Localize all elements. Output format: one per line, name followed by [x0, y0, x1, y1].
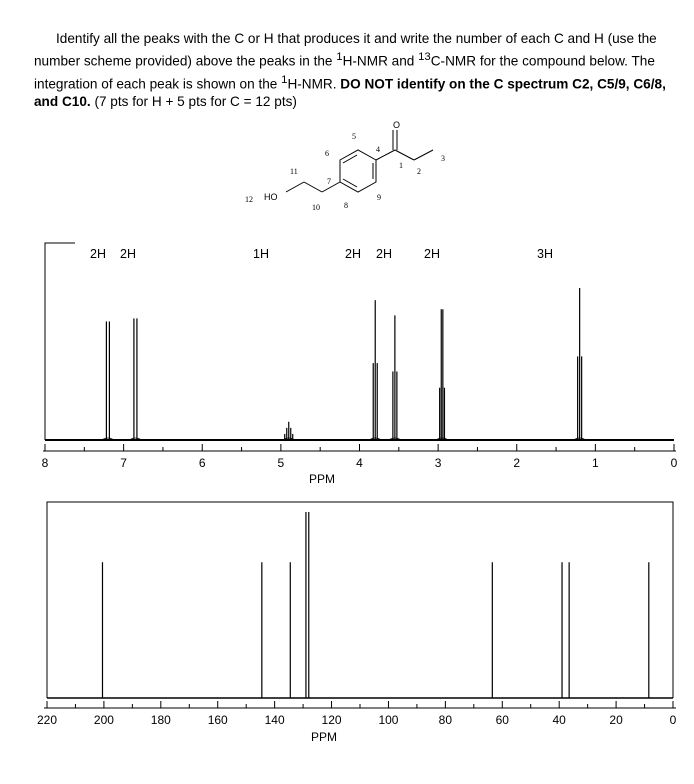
- h-peak: [389, 315, 401, 440]
- question-points: (7 pts for H + 5 pts for C = 12 pts): [90, 94, 297, 110]
- ring-double-bond: [343, 155, 357, 163]
- h-peak: [369, 300, 381, 440]
- h-nmr-spectrum: [42, 243, 678, 486]
- h-nmr-axis-labels: [42, 456, 678, 470]
- h-peak: [102, 321, 114, 440]
- c-axis-tick-label: 180: [150, 713, 171, 727]
- atom-number-10: 10: [312, 203, 320, 212]
- atom-number-6: 6: [325, 149, 329, 158]
- atom-number-3: 3: [441, 154, 445, 163]
- atom-number-12: 12: [245, 195, 253, 204]
- h-axis-tick-label: 0: [670, 456, 678, 470]
- c-axis-tick-label: 80: [438, 713, 453, 727]
- h-peak: [283, 422, 295, 440]
- question-part-3: C-NMR for the compound below. The integration of each peak is shown on the: [34, 53, 655, 92]
- bond: [414, 150, 433, 160]
- c-axis-tick-label: 140: [264, 713, 285, 727]
- h-axis-tick-label: 7: [120, 456, 127, 470]
- o-label: O: [393, 120, 401, 130]
- superscript-13: 13: [418, 51, 431, 63]
- h-axis-tick-label: 1: [592, 456, 599, 470]
- h-axis-tick-label: 3: [434, 456, 442, 470]
- question-part-4: H-NMR.: [287, 76, 341, 92]
- integration-label: 3H: [537, 247, 553, 261]
- atom-number-11: 11: [290, 167, 298, 176]
- integration-label: 1H: [253, 247, 269, 261]
- c-nmr-frame: [47, 502, 673, 698]
- atom-number-8: 8: [344, 201, 348, 210]
- question-bold-instruction: DO NOT identify on the C spectrum C2, C5/9, C6/8, and C10.: [34, 76, 666, 110]
- benzene-ring: [340, 150, 376, 192]
- c-nmr-axis-ticks: [47, 701, 673, 708]
- h-nmr-integrations: [90, 247, 553, 261]
- h-axis-tick-label: 4: [356, 456, 363, 470]
- c-axis-tick-label: 0: [669, 713, 677, 727]
- h-peak: [574, 288, 586, 440]
- bond: [286, 182, 304, 192]
- question-part-1: Identify all the peaks with the C or H that produces it and write the number of each C and H (use the number scheme provided) above the peaks in the: [34, 31, 657, 69]
- c-nmr-spectrum: [37, 502, 677, 744]
- integration-label: 2H: [345, 247, 361, 261]
- molecule-labels: [245, 120, 445, 212]
- h-peak: [129, 318, 141, 440]
- atom-number-2: 2: [417, 167, 421, 176]
- h-axis-tick-label: 6: [198, 456, 206, 470]
- h-axis-tick-label: 5: [277, 456, 285, 470]
- c-nmr-peaks: [102, 512, 648, 698]
- c-axis-tick-label: 20: [609, 713, 623, 727]
- c-axis-tick-label: 120: [321, 713, 342, 727]
- h-axis-tick-label: 8: [41, 456, 49, 470]
- atom-number-4: 4: [376, 145, 380, 154]
- c-nmr-axis-title: PPM: [310, 730, 338, 744]
- bond: [395, 150, 414, 160]
- ho-label: HO: [264, 192, 278, 202]
- c-axis-tick-label: 100: [378, 713, 399, 727]
- bond: [322, 182, 340, 192]
- superscript-1: 1: [336, 51, 343, 63]
- question-part-2: H-NMR and: [342, 53, 419, 69]
- atom-number-1: 1: [399, 161, 403, 170]
- integration-label: 2H: [424, 247, 440, 261]
- h-axis-tick-label: 2: [513, 456, 521, 470]
- integration-label: 2H: [120, 247, 136, 261]
- atom-number-9: 9: [377, 193, 381, 202]
- atom-number-7: 7: [327, 177, 331, 186]
- superscript-1b: 1: [281, 73, 288, 86]
- h-nmr-axis-title: PPM: [308, 472, 336, 486]
- c-axis-tick-label: 60: [495, 713, 509, 727]
- c-nmr-axis-labels: [37, 713, 677, 727]
- ring-double-bond: [343, 179, 357, 187]
- c-axis-tick-label: 220: [36, 713, 58, 727]
- h-nmr-frame: [45, 243, 75, 440]
- bond: [304, 182, 322, 192]
- c-axis-tick-label: 160: [207, 713, 228, 727]
- atom-number-5: 5: [352, 132, 356, 141]
- c-axis-tick-label: 40: [552, 713, 566, 727]
- integration-label: 2H: [376, 247, 392, 261]
- c-axis-tick-label: 200: [93, 713, 114, 727]
- h-peak: [436, 309, 448, 440]
- integration-label: 2H: [90, 247, 106, 261]
- h-nmr-peaks: [102, 288, 586, 440]
- h-nmr-axis-ticks: [45, 444, 674, 451]
- molecule-structure: [286, 130, 433, 192]
